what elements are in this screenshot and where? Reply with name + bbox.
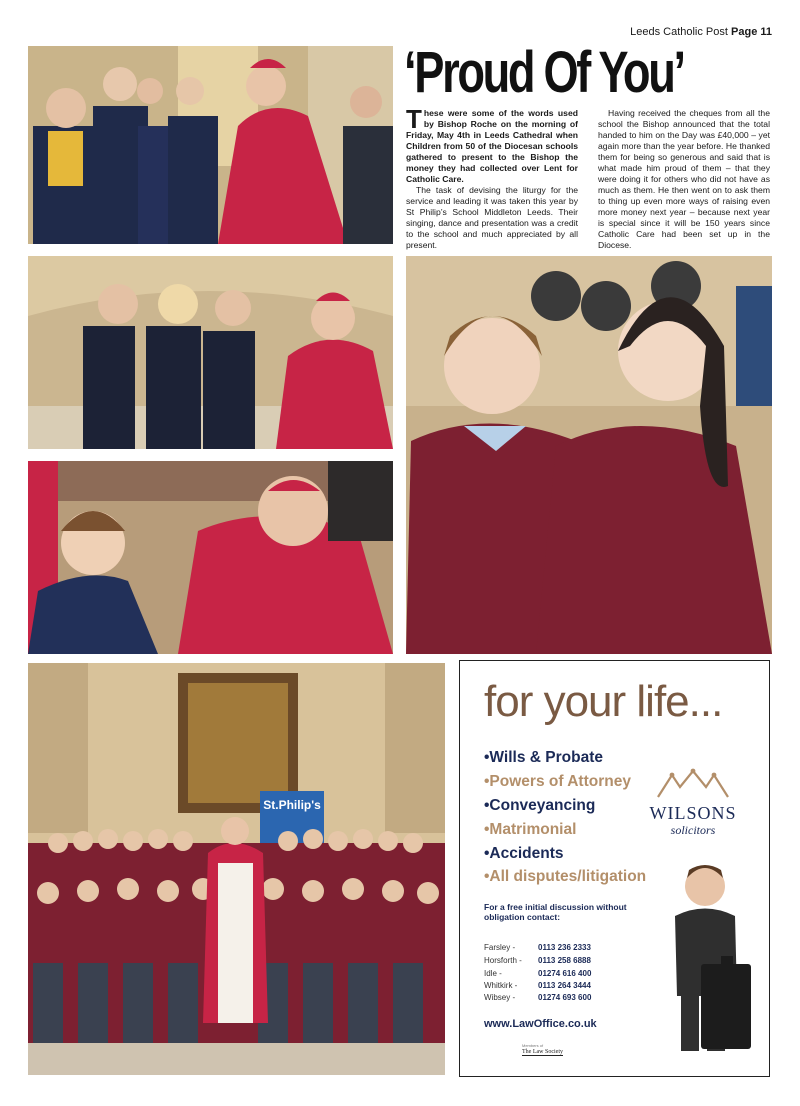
headline: ‘Proud Of You’	[404, 40, 684, 105]
office-name: Idle -	[484, 969, 502, 978]
office-phone: 01274 616 400	[538, 969, 592, 978]
wilsons-advert	[459, 660, 770, 1077]
office-phone: 0113 264 3444	[538, 981, 591, 990]
service-powers-of-attorney: •Powers of Attorney	[484, 773, 631, 790]
paragraph-2: The task of devising the liturgy for the service and leading it was taken this year by St Philip’s School Middleton Leeds. Their singing, dance and presentation was a credit to the school and much appreciated by all present.	[406, 185, 578, 250]
ad-website-link[interactable]: www.LawOffice.co.uk	[484, 1018, 597, 1030]
lead-paragraph	[406, 104, 578, 185]
article-column-1	[406, 104, 578, 251]
service-conveyancing: •Conveyancing	[484, 797, 596, 814]
article-column-2	[598, 108, 770, 251]
ad-boy-on-phone-image	[665, 856, 765, 1061]
dropcap: T	[406, 104, 422, 134]
office-name: Farsley -	[484, 943, 516, 952]
brand-subtitle: solicitors	[670, 823, 716, 837]
wilsons-logo-icon	[638, 767, 748, 803]
office-name: Whitkirk -	[484, 981, 518, 990]
office-name: Horsforth -	[484, 956, 522, 965]
page-number: Page 11	[731, 26, 772, 38]
service-wills-probate: •Wills & Probate	[484, 749, 603, 766]
office-phone: 0113 258 6888	[538, 956, 591, 965]
publication-name: Leeds Catholic Post	[630, 26, 728, 38]
photo-two-children	[406, 256, 772, 654]
service-accidents: •Accidents	[484, 845, 564, 862]
office-name: Wibsey -	[484, 993, 516, 1002]
office-phone: 0113 236 2333	[538, 943, 591, 952]
lead-text: hese were some of the words used by Bishop Roche on the morning of Friday, May 4th in Leeds Cathedral when Children from 50 of the Diocesan schools gathered to present to the Bishop the money they had collected over Lent for Catholic Care.	[406, 108, 578, 184]
banner-text: St.Philip's	[263, 798, 321, 812]
contact-heading: For a free initial discussion without obligation contact:	[484, 902, 627, 922]
members-label: Members of	[522, 1043, 544, 1048]
office-phone: 01274 693 600	[538, 993, 592, 1002]
law-society-logo: The Law Society	[522, 1049, 563, 1055]
photo-pupils-with-bishop	[28, 256, 393, 449]
photo-children-with-bishop	[28, 46, 393, 244]
photo-group-cathedral	[28, 663, 445, 1075]
ad-tagline: for your life...	[484, 677, 723, 726]
paragraph-3: Having received the cheques from all the school the Bishop announced that the total handed to him on the Day was £40,000 – yet again more than the year before. He thanked them for being so generous and said that is what made him proud of them – that they were doing it for others who did not have as much as them. He then went on to ask them to thing up even more ways of raising even more money next year – because next year is special since it will be 150 years since Catholic Care had been set up in the Diocese.	[598, 108, 770, 250]
service-matrimonial: •Matrimonial	[484, 821, 577, 838]
page-header	[630, 26, 772, 38]
service-disputes: •All disputes/litigation	[484, 868, 647, 885]
brand-name: WILSONS	[649, 803, 737, 823]
photo-bishop-with-boy	[28, 461, 393, 654]
